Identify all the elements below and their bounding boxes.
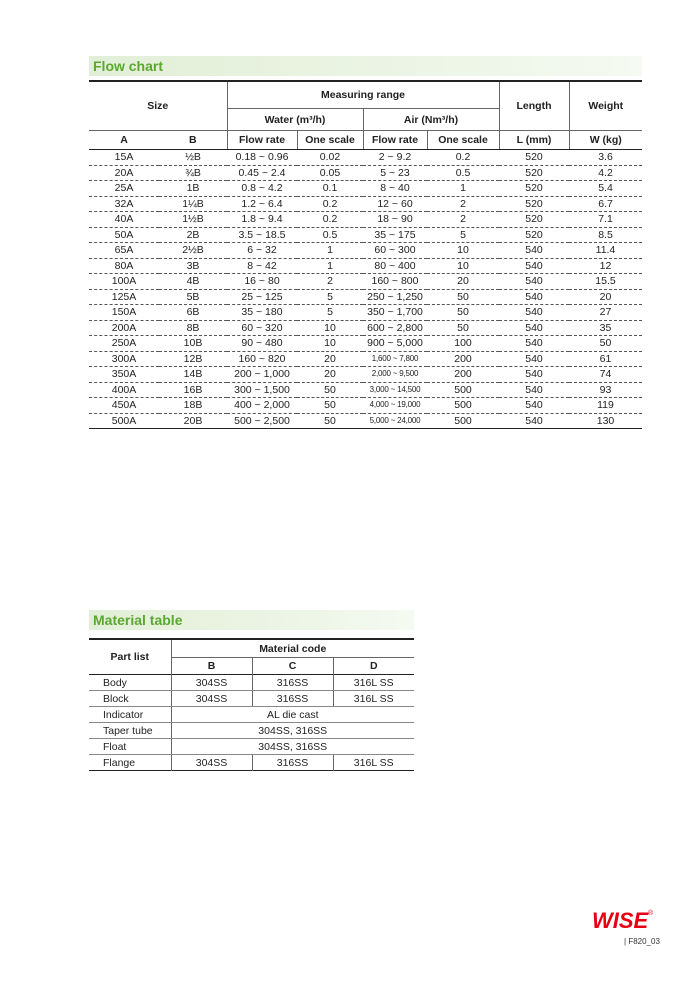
weight-cell: 5.4 [569,181,642,197]
length-cell: 540 [499,382,569,398]
flow-row [89,181,642,197]
air-one-scale-cell: 5 [427,227,499,243]
weight-unit-header: W (kg) [569,131,642,150]
flow-row [89,165,642,181]
water-one-scale-cell: 0.05 [297,165,363,181]
size-b-cell: 16B [159,382,227,398]
material-span-cell: 304SS, 316SS [171,723,414,739]
water-one-scale-cell: 0.5 [297,227,363,243]
part-name-cell: Flange [103,756,136,769]
water-one-scale-header: One scale [297,131,363,150]
length-cell: 520 [499,196,569,212]
water-flow-rate-cell: 6 ~ 32 [227,243,297,259]
length-cell: 540 [499,367,569,383]
wise-logo [590,906,656,934]
air-one-scale-cell: 0.2 [427,150,499,166]
water-one-scale-cell: 0.2 [297,212,363,228]
material-table [89,638,414,771]
material-code-header: Material code [171,639,414,658]
air-one-scale-cell: 50 [427,289,499,305]
length-cell: 520 [499,181,569,197]
air-one-scale-cell: 20 [427,274,499,290]
water-flow-rate-cell: 16 ~ 80 [227,274,297,290]
length-cell: 540 [499,351,569,367]
size-a-cell: 400A [89,382,159,398]
material-row [89,691,414,707]
size-b-cell: ¾B [159,165,227,181]
air-flow-rate-cell: 160 ~ 800 [363,274,427,290]
weight-cell: 74 [569,367,642,383]
material-c-header: C [252,658,333,675]
air-flow-rate-cell: 18 ~ 90 [363,212,427,228]
material-b-cell: 304SS [171,675,252,691]
size-a-cell: 15A [89,150,159,166]
flow-chart-table [89,80,642,429]
material-d-header: D [333,658,414,675]
length-cell: 540 [499,274,569,290]
weight-cell: 20 [569,289,642,305]
weight-cell: 61 [569,351,642,367]
water-one-scale-cell: 20 [297,351,363,367]
weight-cell: 7.1 [569,212,642,228]
length-cell: 540 [525,414,543,427]
part-name-cell: Float [89,739,171,755]
part-name-cell: Body [89,675,171,691]
water-one-scale-cell: 5 [297,305,363,321]
water-one-scale-cell: 5 [297,289,363,305]
size-a-cell: 50A [89,227,159,243]
weight-cell: 11.4 [569,243,642,259]
air-flow-rate-cell: 2,000 ~ 9,500 [363,367,427,383]
length-cell: 540 [499,243,569,259]
water-flow-rate-cell: 0.45 ~ 2.4 [227,165,297,181]
size-b-cell: 1½B [159,212,227,228]
material-c-cell: 316SS [252,755,333,771]
water-flow-rate-cell: 8 ~ 42 [227,258,297,274]
material-span-cell: 304SS, 316SS [171,739,414,755]
air-flow-rate-cell: 80 ~ 400 [363,258,427,274]
air-flow-rate-header: Flow rate [363,131,427,150]
air-one-scale-cell: 500 [427,382,499,398]
weight-cell: 27 [569,305,642,321]
air-flow-rate-cell: 600 ~ 2,800 [363,320,427,336]
air-flow-rate-cell: 3,000 ~ 14,500 [363,382,427,398]
size-a-cell: 150A [89,305,159,321]
weight-cell: 6.7 [569,196,642,212]
length-header: Length [499,81,569,131]
flow-row [89,212,642,228]
water-one-scale-cell: 0.1 [297,181,363,197]
water-flow-rate-header: Flow rate [227,131,297,150]
material-b-cell: 304SS [171,755,252,771]
material-b-cell: 304SS [171,691,252,707]
size-header: Size [147,100,169,112]
material-c-cell: 316SS [252,675,333,691]
size-a-cell: 125A [89,289,159,305]
flow-row [89,150,642,166]
material-span-cell: AL die cast [171,707,414,723]
weight-cell: 3.6 [569,150,642,166]
air-flow-rate-cell: 8 ~ 40 [363,181,427,197]
water-flow-rate-cell: 60 ~ 320 [227,320,297,336]
part-name-cell: Block [89,691,171,707]
water-flow-rate-cell: 90 ~ 480 [227,336,297,352]
air-one-scale-cell: 10 [427,243,499,259]
water-flow-rate-cell: 0.18 ~ 0.96 [227,150,297,166]
water-flow-rate-cell: 400 ~ 2,000 [227,398,297,414]
air-flow-rate-cell: 350 ~ 1,700 [363,305,427,321]
size-a-cell: 100A [89,274,159,290]
size-b-cell: 8B [159,320,227,336]
registered-mark: ® [648,910,654,917]
size-b-cell: 10B [159,336,227,352]
air-flow-rate-cell: 4,000 ~ 19,000 [363,398,427,414]
size-b-cell: 2½B [159,243,227,259]
col-b-header: B [159,131,227,150]
size-b-cell: ½B [159,150,227,166]
flow-row [89,258,642,274]
water-one-scale-cell: 50 [297,398,363,414]
water-flow-rate-cell: 1.2 ~ 6.4 [227,196,297,212]
air-flow-rate-cell: 35 ~ 175 [363,227,427,243]
water-flow-rate-cell: 500 ~ 2,500 [234,414,290,427]
material-d-cell: 316L SS [333,691,414,707]
water-flow-rate-cell: 25 ~ 125 [227,289,297,305]
material-table-body [89,675,414,771]
size-a-cell: 40A [89,212,159,228]
air-one-scale-cell: 50 [427,305,499,321]
material-c-cell: 316SS [252,691,333,707]
part-name-cell: Taper tube [89,723,171,739]
size-a-cell: 32A [89,196,159,212]
flow-chart-body [89,150,642,429]
length-cell: 540 [499,289,569,305]
weight-cell: 119 [569,398,642,414]
air-one-scale-cell: 100 [427,336,499,352]
size-a-cell: 450A [89,398,159,414]
size-a-cell: 80A [89,258,159,274]
size-a-cell: 25A [89,181,159,197]
material-row [89,739,414,755]
weight-cell: 8.5 [569,227,642,243]
air-flow-rate-cell: 900 ~ 5,000 [363,336,427,352]
air-one-scale-cell: 0.5 [427,165,499,181]
air-one-scale-cell: 200 [427,351,499,367]
air-one-scale-cell: 1 [427,181,499,197]
size-b-cell: 5B [159,289,227,305]
size-b-cell: 18B [159,398,227,414]
water-flow-rate-cell: 200 ~ 1,000 [227,367,297,383]
length-cell: 520 [499,165,569,181]
col-a-header: A [89,131,159,150]
size-b-cell: 4B [159,274,227,290]
document-number-text: F820_03 [628,937,660,946]
water-one-scale-cell: 0.2 [297,196,363,212]
weight-cell: 130 [596,414,615,427]
size-b-cell: 1¼B [159,196,227,212]
size-b-cell: 14B [159,367,227,383]
flow-row [89,227,642,243]
size-b-cell: 2B [159,227,227,243]
air-flow-rate-cell: 5,000 ~ 24,000 [369,415,421,425]
air-flow-rate-cell: 250 ~ 1,250 [363,289,427,305]
water-flow-rate-cell: 35 ~ 180 [227,305,297,321]
size-a-cell: 500A [111,414,137,427]
length-cell: 540 [499,305,569,321]
weight-header: Weight [569,81,642,131]
flow-row [89,274,642,290]
flow-row [89,196,642,212]
weight-cell: 50 [569,336,642,352]
air-flow-rate-cell: 12 ~ 60 [363,196,427,212]
flow-row [89,398,642,414]
air-one-scale-cell: 10 [427,258,499,274]
water-one-scale-cell: 0.02 [297,150,363,166]
air-flow-rate-cell: 1,600 ~ 7,800 [363,351,427,367]
water-flow-rate-cell: 160 ~ 820 [227,351,297,367]
flow-row [89,320,642,336]
length-cell: 520 [499,212,569,228]
air-one-scale-cell: 50 [427,320,499,336]
water-header: Water (m³/h) [227,109,363,131]
weight-cell: 35 [569,320,642,336]
flow-chart-title: Flow chart [89,56,642,76]
air-one-scale-cell: 200 [427,367,499,383]
logo-text: WISE [592,908,649,933]
size-a-cell: 350A [89,367,159,383]
size-b-cell: 3B [159,258,227,274]
length-cell: 540 [499,258,569,274]
size-b-cell: 1B [159,181,227,197]
size-b-cell: 20B [183,414,203,427]
material-row [89,707,414,723]
water-flow-rate-cell: 0.8 ~ 4.2 [227,181,297,197]
water-one-scale-cell: 1 [297,243,363,259]
size-a-cell: 300A [89,351,159,367]
material-b-header: B [171,658,252,675]
flow-row [89,243,642,259]
air-flow-rate-cell: 5 ~ 23 [363,165,427,181]
water-one-scale-cell: 1 [297,258,363,274]
flow-row [89,289,642,305]
length-unit-header: L (mm) [499,131,569,150]
air-header: Air (Nm³/h) [363,109,499,131]
length-cell: 540 [499,398,569,414]
water-one-scale-cell: 10 [297,336,363,352]
water-one-scale-cell: 20 [297,367,363,383]
flow-row [89,305,642,321]
size-b-cell: 6B [159,305,227,321]
water-one-scale-cell: 50 [297,382,363,398]
water-one-scale-cell: 50 [324,414,336,427]
flow-row [89,413,642,429]
water-flow-rate-cell: 300 ~ 1,500 [227,382,297,398]
size-a-cell: 250A [89,336,159,352]
material-d-cell: 316L SS [333,675,414,691]
flow-row [89,351,642,367]
water-flow-rate-cell: 1.8 ~ 9.4 [227,212,297,228]
air-one-scale-cell: 2 [427,196,499,212]
material-row [89,675,414,691]
length-cell: 540 [499,320,569,336]
water-one-scale-cell: 10 [297,320,363,336]
size-b-cell: 12B [159,351,227,367]
size-a-cell: 65A [89,243,159,259]
material-row [89,755,414,771]
air-one-scale-cell: 500 [427,398,499,414]
weight-cell: 93 [569,382,642,398]
size-a-cell: 200A [89,320,159,336]
weight-cell: 15.5 [569,274,642,290]
air-one-scale-header: One scale [427,131,499,150]
air-flow-rate-cell: 2 ~ 9.2 [363,150,427,166]
air-flow-rate-cell: 60 ~ 300 [363,243,427,259]
material-row [89,723,414,739]
document-number: | F820_03 [624,937,660,946]
water-one-scale-cell: 2 [297,274,363,290]
material-table-title: Material table [89,610,414,630]
length-cell: 520 [499,150,569,166]
weight-cell: 4.2 [569,165,642,181]
material-d-cell: 316L SS [333,755,414,771]
part-name-cell: Indicator [89,707,171,723]
flow-row [89,367,642,383]
flow-row [89,336,642,352]
size-a-cell: 20A [89,165,159,181]
length-cell: 520 [499,227,569,243]
air-one-scale-cell: 500 [454,414,472,427]
flow-row [89,382,642,398]
measuring-range-header: Measuring range [227,81,499,109]
part-list-header: Part list [110,651,149,663]
length-cell: 540 [499,336,569,352]
water-flow-rate-cell: 3.5 ~ 18.5 [227,227,297,243]
air-one-scale-cell: 2 [427,212,499,228]
weight-cell: 12 [569,258,642,274]
